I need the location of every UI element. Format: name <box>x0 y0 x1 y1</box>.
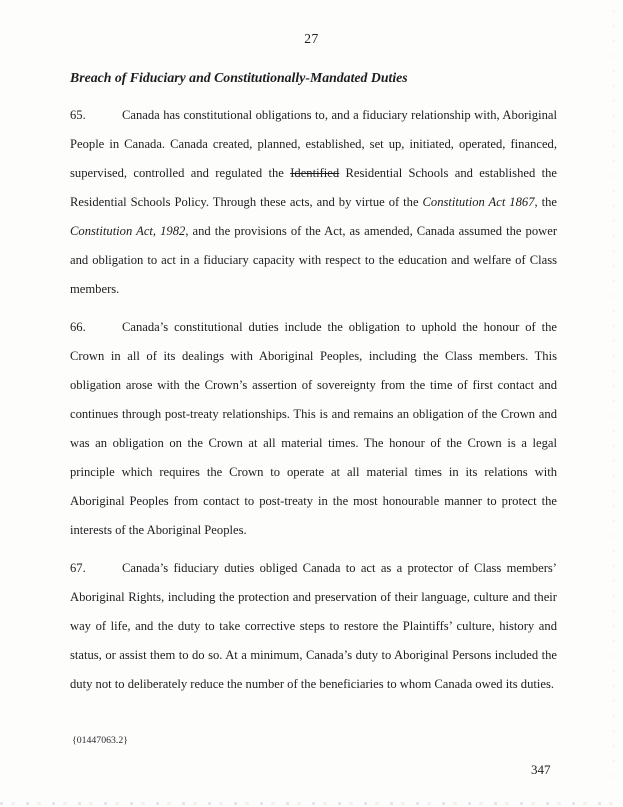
paragraph-number: 66. <box>70 320 86 334</box>
italic-citation: Constitution Act, 1982 <box>70 224 186 238</box>
scan-artifact-bottom-edge <box>0 802 623 805</box>
section-heading: Breach of Fiduciary and Constitutionally-Mandated Duties <box>70 70 408 85</box>
body-text: Canada’s constitutional duties include the obligation to uphold the honour of the Crown in all of its dealings with Aboriginal Peoples, including the Class members. This obligation arose with the Crown’s assertion of sovereignty from the time of first contact and continues through post-treaty relationships. This is and remains an obligation of the Crown and was an obligation on the Crown at all material times. The honour of the Crown is a legal principle which requires the Crown to operate at all material times in its relations with Aboriginal Peoples from contact to post-treaty in the most honourable manner to protect the interests of the Aboriginal Peoples. <box>70 320 557 537</box>
paragraph-number: 67. <box>70 561 86 575</box>
paragraph-number: 65. <box>70 108 86 122</box>
italic-citation: Constitution Act 1867 <box>422 195 535 209</box>
body-text: , the <box>534 195 558 209</box>
paragraph-65 <box>70 101 557 304</box>
body-text: , and the provisions of the Act, as amended, Canada assumed the power and obligation to act in a fiduciary capacity with respect to the education and welfare of Class members. <box>70 224 558 296</box>
paragraph-66 <box>70 313 557 545</box>
paragraphs <box>70 101 557 708</box>
body-text: Canada has constitutional obligations to, and a fiduciary relationship with, Aboriginal People in Canada. Canada created, planned, established, set up, initiated, operated, financed, supervised, controlled and regulated the <box>70 108 557 180</box>
body-text: Residential Schools and established the Residential Schools Policy. Through these acts, and by virtue of the <box>70 166 557 209</box>
body-text: Canada’s fiduciary duties obliged Canada to act as a protector of Class members’ Aboriginal Rights, including the protection and preservation of their language, culture and their way of life, and the duty to take corrective steps to restore the Plaintiffs’ culture, history and status, or assist them to do so. At a minimum, Canada’s duty to Aboriginal Persons included the duty not to deliberately reduce the number of the beneficiaries to whom Canada owed its duties. <box>70 561 557 691</box>
footer-document-number: {01447063.2} <box>72 735 128 746</box>
paragraph-67 <box>70 554 557 699</box>
footer-page-number: 347 <box>531 762 551 777</box>
scan-artifact-right-edge <box>613 10 614 790</box>
header-page-number: 27 <box>304 31 319 46</box>
struck-text: Identified <box>290 166 340 180</box>
